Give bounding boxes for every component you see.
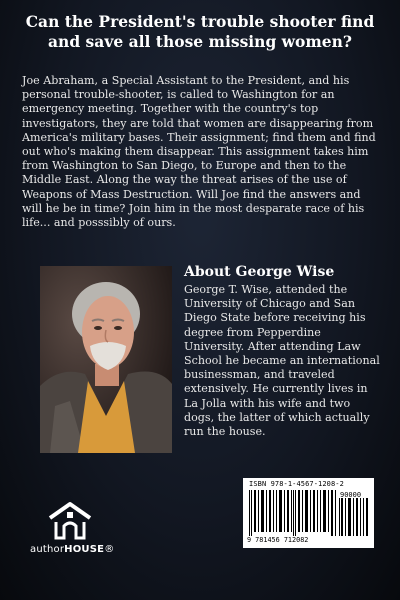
headline: Can the President's trouble shooter find and save all those missing women? (25, 12, 375, 51)
about-author-title: About George Wise (184, 264, 335, 280)
barcode-digits: 9 781456 712082 (247, 536, 309, 544)
isbn-text: ISBN 978-1-4567-1208-2 (249, 480, 344, 488)
publisher-logo (30, 500, 115, 555)
publisher-name-part1: author (30, 544, 65, 555)
barcode (243, 478, 374, 548)
book-blurb: Joe Abraham, a Special Assistant to the President, and his personal trouble-shooter, is called to Washington for an emergency meeting. Together with the country's top investigators, they are told that women are disappearing from America's military bases. Their assignment; find them and find out who's making them disappear. This assignment takes him from Washington to San Diego, to Europe and then to the Middle East. Along the way the threat arises of the use of Weapons of Mass Destruction. Will Joe find the answers and will he be in time? Join him in the most desparate race of his life... and posssibly of ours. (22, 74, 376, 230)
price-code: 90000 (340, 491, 362, 499)
publisher-name-part2: HOUSE (64, 544, 105, 555)
about-author-text: George T. Wise, attended the University of Chicago and San Diego State before receiving his degree from Pepperdine University. After attending Law School he became an international businessman, and traveled extensively. He currently lives in La Jolla with his wife and two dogs, the latter of which actually run the house. (184, 283, 380, 439)
author-photo (40, 266, 172, 453)
barcode-bars (247, 490, 371, 536)
registered-mark: ® (104, 544, 115, 555)
authorhouse-logo-icon (46, 500, 94, 540)
publisher-name (30, 544, 115, 555)
